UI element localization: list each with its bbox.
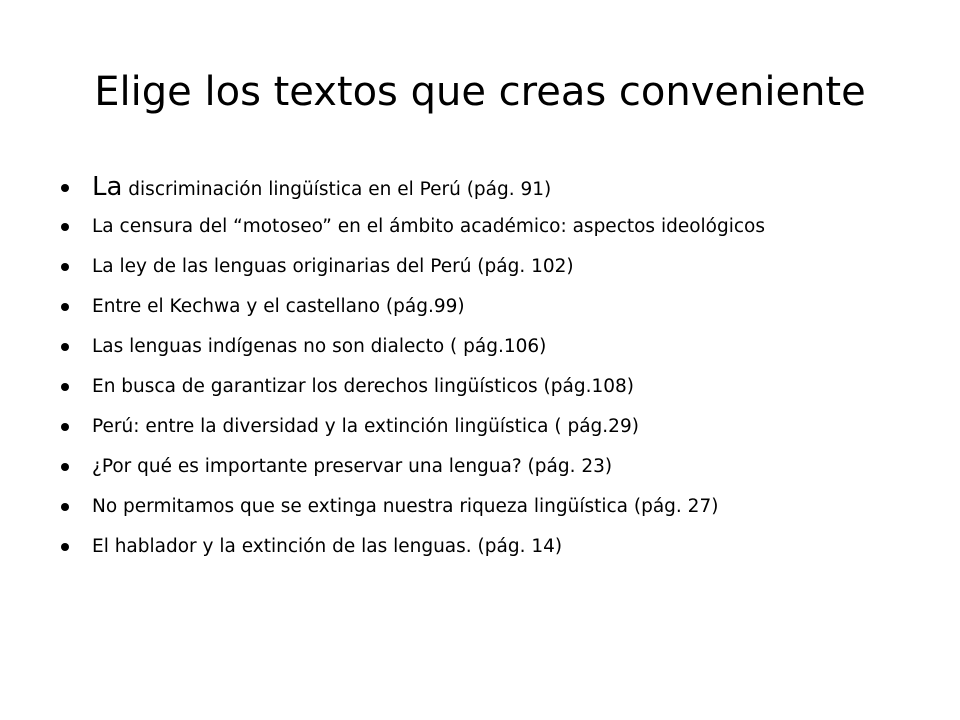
- list-item-text: La ley de las lenguas originarias del Perú (pág. 102): [92, 256, 574, 277]
- list-item-text: Las lenguas indígenas no son dialecto ( pág.106): [92, 336, 547, 357]
- bullet-dot-icon: [61, 223, 69, 231]
- bullet-list: [60, 172, 910, 574]
- list-item: [60, 454, 910, 479]
- bullet-dot-icon: [61, 303, 69, 311]
- bullet-dot-icon: [61, 463, 69, 471]
- list-item: [60, 534, 910, 559]
- list-item-text: El hablador y la extinción de las lenguas. (pág. 14): [92, 536, 563, 557]
- list-item-text: Perú: entre la diversidad y la extinción lingüística ( pág.29): [92, 416, 639, 437]
- list-item-text: La censura del “motoseo” en el ámbito académico: aspectos ideológicos: [92, 216, 766, 237]
- bullet-dot-icon: [61, 263, 69, 271]
- bullet-dot-icon: [61, 503, 69, 511]
- list-item: [60, 494, 910, 519]
- list-item: [60, 172, 910, 202]
- bullet-dot-icon: [61, 383, 69, 391]
- slide-title: Elige los textos que creas conveniente: [94, 69, 866, 115]
- list-item: [60, 214, 910, 239]
- list-item: [60, 374, 910, 399]
- list-item: [60, 254, 910, 279]
- bullet-dot-icon: [61, 423, 69, 431]
- list-item-text: discriminación lingüística en el Perú (pág. 91): [122, 179, 552, 200]
- list-item-text: ¿Por qué es importante preservar una lengua? (pág. 23): [92, 456, 613, 477]
- list-item-lead: La: [92, 172, 123, 202]
- list-item-text: Entre el Kechwa y el castellano (pág.99): [92, 296, 465, 317]
- list-item: [60, 334, 910, 359]
- list-item-text: No permitamos que se extinga nuestra riqueza lingüística (pág. 27): [92, 496, 719, 517]
- bullet-dot-icon: [61, 343, 69, 351]
- list-item-text: En busca de garantizar los derechos lingüísticos (pág.108): [92, 376, 634, 397]
- list-item: [60, 414, 910, 439]
- bullet-dot-icon: [61, 543, 69, 551]
- list-item: [60, 294, 910, 319]
- bullet-dot-icon: [61, 184, 69, 192]
